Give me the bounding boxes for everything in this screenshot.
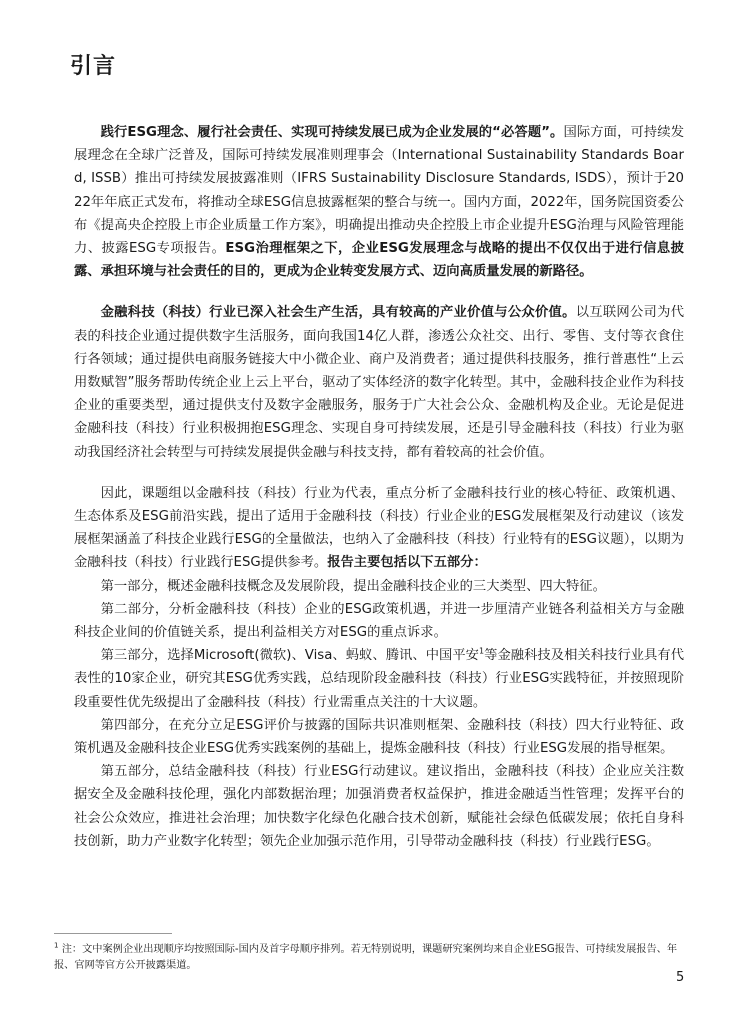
- paragraph-part-two: 第二部分，分析金融科技（科技）企业的ESG政策机遇，并进一步厘清产业链各利益相关方与金融科技企业间的价值链关系，提出利益相关方对ESG的重点诉求。: [74, 601, 684, 641]
- body-text: [74, 121, 684, 853]
- paragraph-part-five: 第五部分，总结金融科技（科技）行业ESG行动建议。建议指出，金融科技（科技）企业应关注数据安全及金融科技伦理，强化内部数据治理；加强消费者权益保护，推进金融适当性管理；发挥平台的社会公众效应，推进社会治理；加快数字化绿色化融合技术创新，赋能社会绿色低碳发展；依托自身科技创新，助力产业数字化转型；领先企业加强示范作用，引导带动金融科技（科技）行业践行ESG。: [74, 764, 684, 849]
- paragraph-part-four: 第四部分，在充分立足ESG评价与披露的国际共识准则框架、金融科技（科技）四大行业特征、政策机遇及金融科技企业ESG优秀实践案例的基础上，提炼金融科技（科技）行业ESG发展的指导框架。: [74, 717, 684, 757]
- key-statement: 报告主要包括以下五部分：: [327, 555, 487, 571]
- paragraph-text: 第三部分，选择Microsoft(微软)、Visa、蚂蚁、腾讯、中国平安: [100, 648, 479, 664]
- footnote-divider: [54, 933, 172, 934]
- key-statement: 金融科技（科技）行业已深入社会生产生活，具有较高的产业价值与公众价值。: [100, 305, 576, 321]
- paragraph-part-one: 第一部分，概述金融科技概念及发展阶段，提出金融科技企业的三大类型、四大特征。: [100, 578, 606, 594]
- paragraph-text: 以互联网公司为代表的科技企业通过提供数字生活服务，面向我国14亿人群，渗透公众社交、出行、零售、支付等衣食住行各领域；通过提供电商服务链接大中小微企业、商户及消费者；通过提供科技服务，推行普惠性“上云用数赋智”服务帮助传统企业上云上平台，驱动了实体经济的数字化转型。其中，金融科技企业作为科技企业的重要类型，通过提供支付及数字金融服务，服务于广大社会公众、金融机构及企业。无论是促进金融科技（科技）行业积极拥抱ESG理念、实现自身可持续发展，还是引导金融科技（科技）行业为驱动我国经济社会转型与可持续发展提供金融与科技支持，都有着较高的社会价值。: [74, 305, 685, 460]
- paragraph-esg-importance: [74, 121, 684, 283]
- footnote-text: 注：文中案例企业出现顺序均按照国际-国内及首字母顺序排列。若无特别说明，课题研究案例均来自企业ESG报告、可持续发展报告、年报、官网等官方公开披露渠道。: [54, 944, 678, 971]
- paragraph-text: 因此，课题组以金融科技（科技）行业为代表，重点分析了金融科技行业的核心特征、政策机遇、生态体系及ESG前沿实践，提出了适用于金融科技（科技）行业企业的ESG发展框架及行动建议（该发展框架涵盖了科技企业践行ESG的全量做法，也纳入了金融科技（科技）行业特有的ESG议题），以期为金融科技（科技）行业践行ESG提供参考。: [74, 485, 684, 571]
- paragraph-part-three: [74, 644, 684, 714]
- paragraph-text: 等金融科技及相关科技行业具有代表性的10家企业，研究其ESG优秀实践，总结现阶段金融科技（科技）行业ESG实践特征，并按照现阶段重要性优先级提出了金融科技（科技）行业需重点关注的十大议题。: [74, 648, 684, 710]
- page-title: 引言: [70, 54, 117, 79]
- page-number: 5: [676, 970, 685, 985]
- key-statement: ESG治理框架之下，企业ESG发展理念与战略的提出不仅仅出于进行信息披露、承担环境与社会责任的目的，更成为企业转变发展方式、迈向高质量发展的新路径。: [74, 241, 684, 280]
- footnote: [54, 942, 688, 974]
- paragraph-report-overview: [74, 482, 684, 575]
- paragraph-fintech-value: [74, 301, 684, 463]
- key-statement: 践行ESG理念、履行社会责任、实现可持续发展已成为企业发展的“必答题”。: [100, 125, 564, 140]
- paragraph-text: 国际方面，可持续发展理念在全球广泛普及，国际可持续发展准则理事会（International Sustainability Standards Board, ISSB）推出可持续发展披露准则（IFRS Sustainability Disclosure Standards, ISDS），预计于2022年年底正式发布，将推动全球ESG信息披露框架的整合与统一。国内方面，2022年，国务院国资委公布《提高央企控股上市企业质量工作方案》，明确提出推动央企控股上市企业提升ESG治理与风险管理能力、披露ESG专项报告。: [74, 125, 684, 257]
- footnote-marker: 1: [54, 941, 59, 950]
- footnote-reference[interactable]: 1: [479, 646, 485, 656]
